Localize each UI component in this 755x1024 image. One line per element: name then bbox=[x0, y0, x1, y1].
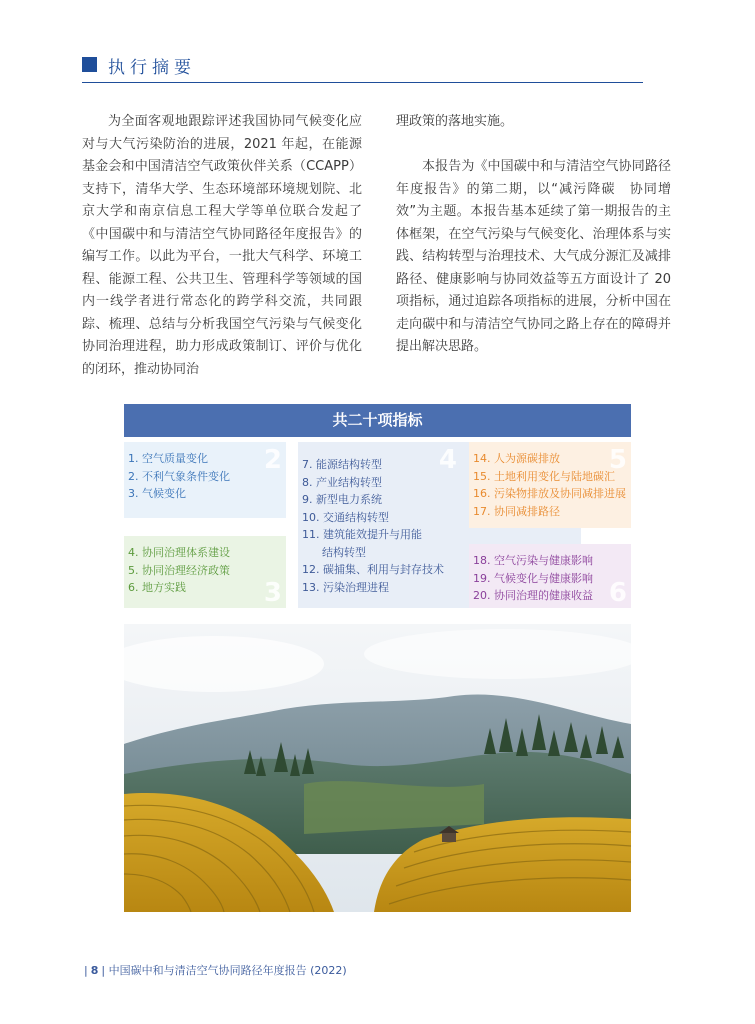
page-footer bbox=[84, 962, 347, 978]
indicator-item: 13. 污染治理进程 bbox=[302, 580, 389, 594]
report-summary-paragraph: 本报告为《中国碳中和与清洁空气协同路径年度报告》的第二期，以“减污降碳 协同增效”为主题。本报告基本延续了第一期报告的主体框架，在空气污染与气候变化、治理体系与实践、结构转型与治理技术、大气成分源汇及减排路径、健康影响与协同效益等五方面设计了 20 项指标，通过追踪各项指标的进展，分析中国在走向碳中和与清洁空气协同之路上存在的障碍并提出解决思路。 bbox=[396, 159, 671, 354]
indicator-item: 17. 协同减排路径 bbox=[473, 504, 560, 518]
indicator-item: 2. 不利气象条件变化 bbox=[128, 469, 230, 483]
right-column bbox=[396, 111, 671, 359]
indicator-item: 18. 空气污染与健康影响 bbox=[473, 554, 593, 567]
indicator-item: 19. 气候变化与健康影响 bbox=[473, 571, 593, 585]
group-number: 4 bbox=[438, 445, 457, 475]
section-title: 执行摘要 bbox=[108, 58, 196, 78]
indicator-group-governance bbox=[124, 536, 286, 608]
group-number: 6 bbox=[608, 578, 627, 608]
indicator-item: 5. 协同治理经济政策 bbox=[128, 563, 230, 577]
indicator-item: 3. 气候变化 bbox=[128, 487, 186, 500]
indicator-item: 结构转型 bbox=[322, 545, 366, 559]
indicator-group-emissions bbox=[469, 442, 631, 528]
indicator-item: 1. 空气质量变化 bbox=[128, 452, 208, 465]
footer-separator-icon: | bbox=[101, 964, 106, 977]
group-number: 3 bbox=[263, 578, 282, 608]
continuation-text: 理政策的落地实施。 bbox=[396, 114, 514, 129]
group-number: 2 bbox=[263, 445, 282, 475]
indicator-item: 10. 交通结构转型 bbox=[302, 510, 389, 524]
header-divider bbox=[82, 82, 643, 83]
report-title: 中国碳中和与清洁空气协同路径年度报告 (2022) bbox=[108, 964, 347, 977]
intro-paragraph: 为全面客观地跟踪评述我国协同气候变化应对与大气污染防治的进展，2021 年起，在能源基金会和中国清洁空气政策伙伴关系（CCAPP）支持下，清华大学、生态环境部环境规划院、北京大学和南京信息工程大学等单位联合发起了《中国碳中和与清洁空气协同路径年度报告》的编写工作。以此为平台，一批大气科学、环境工程、能源工程、公共卫生、管理科学等领域的国内一线学者进行常态化的跨学科交流，共同跟踪、梳理、总结与分析我国空气污染与气候变化协同治理进程，助力形成政策制订、评价与优化的闭环，推动协同治 bbox=[82, 114, 362, 377]
indicator-item: 4. 协同治理体系建设 bbox=[128, 546, 230, 559]
header-square-icon bbox=[82, 57, 97, 72]
indicator-item: 6. 地方实践 bbox=[128, 581, 186, 594]
indicator-item: 16. 污染物排放及协同减排进展 bbox=[473, 487, 626, 500]
indicator-item: 15. 土地利用变化与陆地碳汇 bbox=[473, 469, 615, 483]
indicator-item: 20. 协同治理的健康收益 bbox=[473, 589, 593, 602]
indicator-group-air bbox=[124, 442, 286, 518]
indicators-title: 共二十项指标 bbox=[124, 404, 631, 437]
indicator-item: 14. 人为源碳排放 bbox=[473, 452, 560, 465]
indicator-item: 11. 建筑能效提升与用能 bbox=[302, 528, 422, 541]
footer-separator-icon: | bbox=[84, 964, 88, 977]
page-number: 8 bbox=[90, 964, 99, 977]
left-column bbox=[82, 111, 362, 381]
group-number: 5 bbox=[608, 445, 627, 475]
indicator-item: 12. 碳捕集、利用与封存技术 bbox=[302, 563, 444, 576]
indicator-item: 9. 新型电力系统 bbox=[302, 493, 382, 506]
terraced-landscape-photo bbox=[124, 624, 631, 912]
indicator-item: 7. 能源结构转型 bbox=[302, 458, 382, 471]
indicator-group-health bbox=[469, 544, 631, 608]
indicator-item: 8. 产业结构转型 bbox=[302, 475, 382, 489]
